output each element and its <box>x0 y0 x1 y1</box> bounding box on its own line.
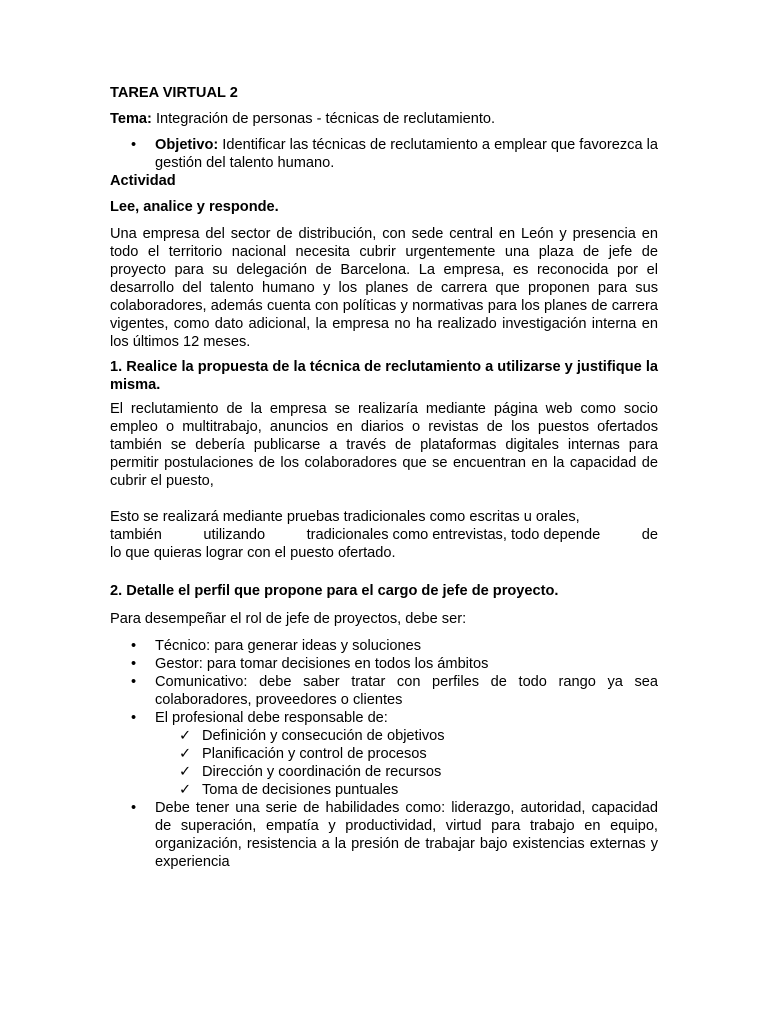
responsibility-text: Planificación y control de procesos <box>202 746 427 762</box>
objective-item <box>110 136 658 172</box>
responsibility-item <box>155 763 658 781</box>
document-title: TAREA VIRTUAL 2 <box>110 85 238 101</box>
answer-1-line-2 <box>110 526 658 544</box>
checkmark-icon: ✓ <box>179 728 192 744</box>
bullet-icon: • <box>131 137 137 153</box>
question-2: 2. Detalle el perfil que propone para el cargo de jefe de proyecto. <box>110 583 559 599</box>
case-paragraph: Una empresa del sector de distribución, con sede central en León y presencia en todo el territorio nacional necesita cubrir urgentemente una plaza de jefe de proyecto para su delegación de Barcelona. La empresa, es reconocida por el desarrollo del talento humano y los planes de carrera que proponen para sus colaboradores, además cuenta con políticas y normativas para los planes de carrera vigentes, como dato adicional, la empresa no ha realizado investigación interna en los últimos 12 meses. <box>110 226 658 350</box>
topic-text: Integración de personas - técnicas de reclutamiento. <box>151 111 496 127</box>
bullet-icon: • <box>131 674 137 690</box>
answer-1-line-2-word: utilizando <box>203 527 266 543</box>
answer-1-line-1-text: Esto se realizará mediante pruebas tradicionales como escritas u orales, <box>110 509 580 525</box>
answer-1-line-2-word: de <box>641 527 658 543</box>
responsibility-text: Definición y consecución de objetivos <box>202 728 445 744</box>
profile-item <box>110 655 658 673</box>
document-page <box>110 84 658 871</box>
answer-1-paragraph-2 <box>110 508 658 562</box>
question-1: 1. Realice la propuesta de la técnica de reclutamiento a utilizarse y justifique la misma. <box>110 359 658 393</box>
profile-item <box>110 799 658 871</box>
responsibility-item <box>155 727 658 745</box>
responsibility-list <box>155 727 658 799</box>
answer-1-line-3: lo que quieras lograr con el puesto ofertado. <box>110 545 396 561</box>
responsibility-text: Toma de decisiones puntuales <box>202 782 399 798</box>
answer-1-line-2-word: tradicionales como entrevistas, todo depende <box>306 527 601 543</box>
responsibility-item <box>155 745 658 763</box>
checkmark-icon: ✓ <box>179 764 192 780</box>
profile-item-text: Gestor: para tomar decisiones en todos los ámbitos <box>155 656 489 672</box>
objective-label: Objetivo: <box>155 137 219 153</box>
objective-list <box>110 136 658 172</box>
skills-text: Debe tener una serie de habilidades como: liderazgo, autoridad, capacidad de superación, empatía y productividad, virtud para trabajo en equipo, organización, resistencia a la presión de trabajar bajo existencias externas y experiencia <box>155 800 658 870</box>
responsibility-text: Dirección y coordinación de recursos <box>202 764 442 780</box>
topic-line <box>110 110 658 128</box>
bullet-icon: • <box>131 710 137 726</box>
checkmark-icon: ✓ <box>179 746 192 762</box>
responsibility-item <box>155 781 658 799</box>
objective-text: Identificar las técnicas de reclutamiento a emplear que favorezca la gestión del talento humano. <box>155 137 658 171</box>
bullet-icon: • <box>131 638 137 654</box>
profile-item-text: Comunicativo: debe saber tratar con perfiles de todo rango ya sea colaboradores, proveedores o clientes <box>155 674 658 708</box>
answer-1-line-1 <box>110 508 658 526</box>
profile-list <box>110 637 658 871</box>
activity-heading: Actividad <box>110 173 176 189</box>
profile-item-text: El profesional debe responsable de: <box>155 710 388 726</box>
bullet-icon: • <box>131 656 137 672</box>
bullet-icon: • <box>131 800 137 816</box>
instruction-heading: Lee, analice y responde. <box>110 199 279 215</box>
answer-2-intro: Para desempeñar el rol de jefe de proyectos, debe ser: <box>110 611 467 627</box>
profile-item <box>110 709 658 799</box>
profile-item <box>110 637 658 655</box>
answer-1-paragraph-1: El reclutamiento de la empresa se realizaría mediante página web como socio empleo o multitrabajo, anuncios en diarios o revistas de los puestos ofertados también se debería publicarse a través de plataformas digitales internas para permitir postulaciones de los colaboradores que se encuentran en la capacidad de cubrir el puesto, <box>110 401 658 489</box>
profile-item <box>110 673 658 709</box>
profile-item-text: Técnico: para generar ideas y soluciones <box>155 638 422 654</box>
checkmark-icon: ✓ <box>179 782 192 798</box>
topic-label: Tema: <box>110 111 152 127</box>
answer-1-line-2-word: también <box>110 527 162 543</box>
